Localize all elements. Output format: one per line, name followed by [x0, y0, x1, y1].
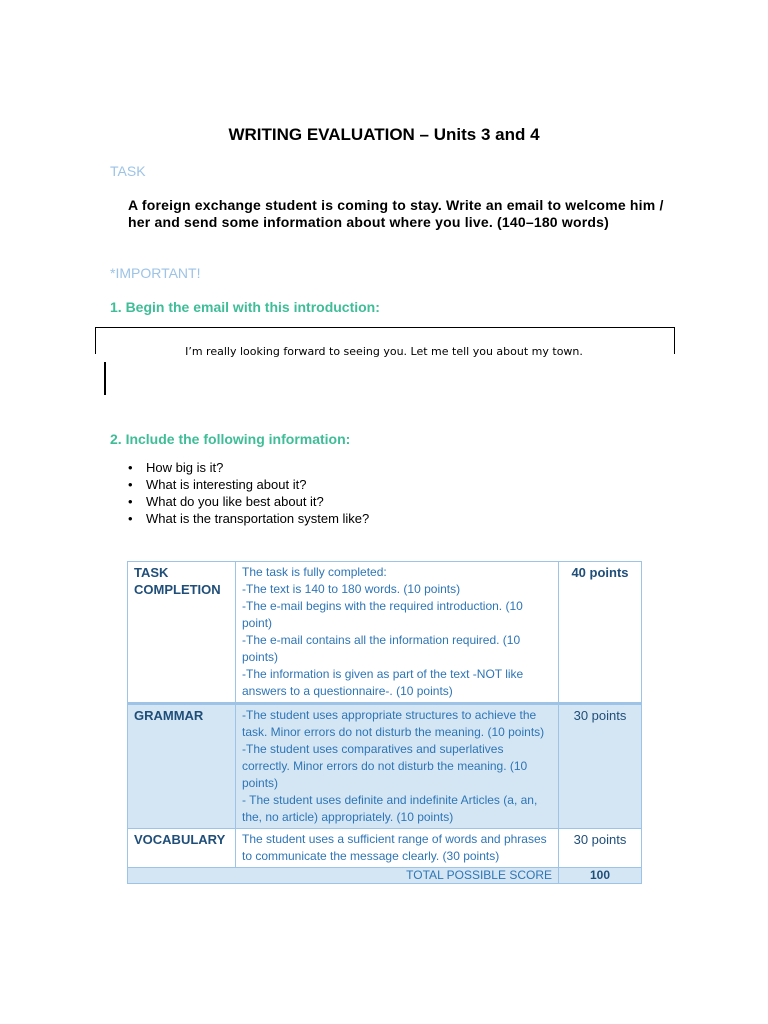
total-value: 100 [559, 868, 642, 884]
category-cell: VOCABULARY [128, 829, 236, 868]
list-item [128, 493, 369, 510]
description-cell: The task is fully completed: -The text is 140 to 180 words. (10 points) -The e-mail begins with the required introduction. (10 point) -The e-mail contains all the information required. (10 points) -The information is given as part of the text -NOT like answers to a questionnaire-. (10 points) [236, 562, 559, 704]
page-title: WRITING EVALUATION – Units 3 and 4 [228, 125, 540, 144]
description-cell: The student uses a sufficient range of words and phrases to communicate the message clearly. (30 points) [236, 829, 559, 868]
list-item [128, 459, 369, 476]
bullet-icon: • [128, 494, 133, 509]
description-cell: -The student uses appropriate structures to achieve the task. Minor errors do not disturb the meaning. (10 points) -The student uses comparatives and superlatives correctly. Minor errors do not disturb the meaning. (10 points) - The student uses definite and indefinite Articles (a, an, the, no article) appropriately. (10 points) [236, 704, 559, 829]
bullet-icon: • [128, 511, 133, 526]
rubric-table [127, 561, 642, 884]
question-list [128, 459, 369, 527]
intro-sentence: I’m really looking forward to seeing you. Let me tell you about my town. [185, 345, 583, 358]
table-row [128, 704, 642, 829]
question-text: What do you like best about it? [146, 494, 324, 509]
points-cell: 30 points [559, 704, 642, 829]
important-label: *IMPORTANT! [110, 265, 201, 281]
category-cell: TASK COMPLETION [128, 562, 236, 704]
question-text: What is interesting about it? [146, 477, 307, 492]
bullet-icon: • [128, 477, 133, 492]
table-row [128, 562, 642, 704]
step-2-heading: 2. Include the following information: [110, 431, 351, 447]
text-cursor [104, 362, 106, 395]
bullet-icon: • [128, 460, 133, 475]
question-text: How big is it? [146, 460, 224, 475]
category-cell: GRAMMAR [128, 704, 236, 829]
task-label: TASK [110, 163, 146, 179]
points-cell: 40 points [559, 562, 642, 704]
question-text: What is the transportation system like? [146, 511, 370, 526]
list-item [128, 476, 369, 493]
table-row [128, 829, 642, 868]
task-description: A foreign exchange student is coming to stay. Write an email to welcome him / her and send some information about where you live. (140–180 words) [128, 197, 664, 230]
total-row [128, 868, 642, 884]
list-item [128, 510, 369, 527]
total-label: TOTAL POSSIBLE SCORE [128, 868, 559, 884]
step-1-heading: 1. Begin the email with this introduction: [110, 299, 380, 315]
points-cell: 30 points [559, 829, 642, 868]
